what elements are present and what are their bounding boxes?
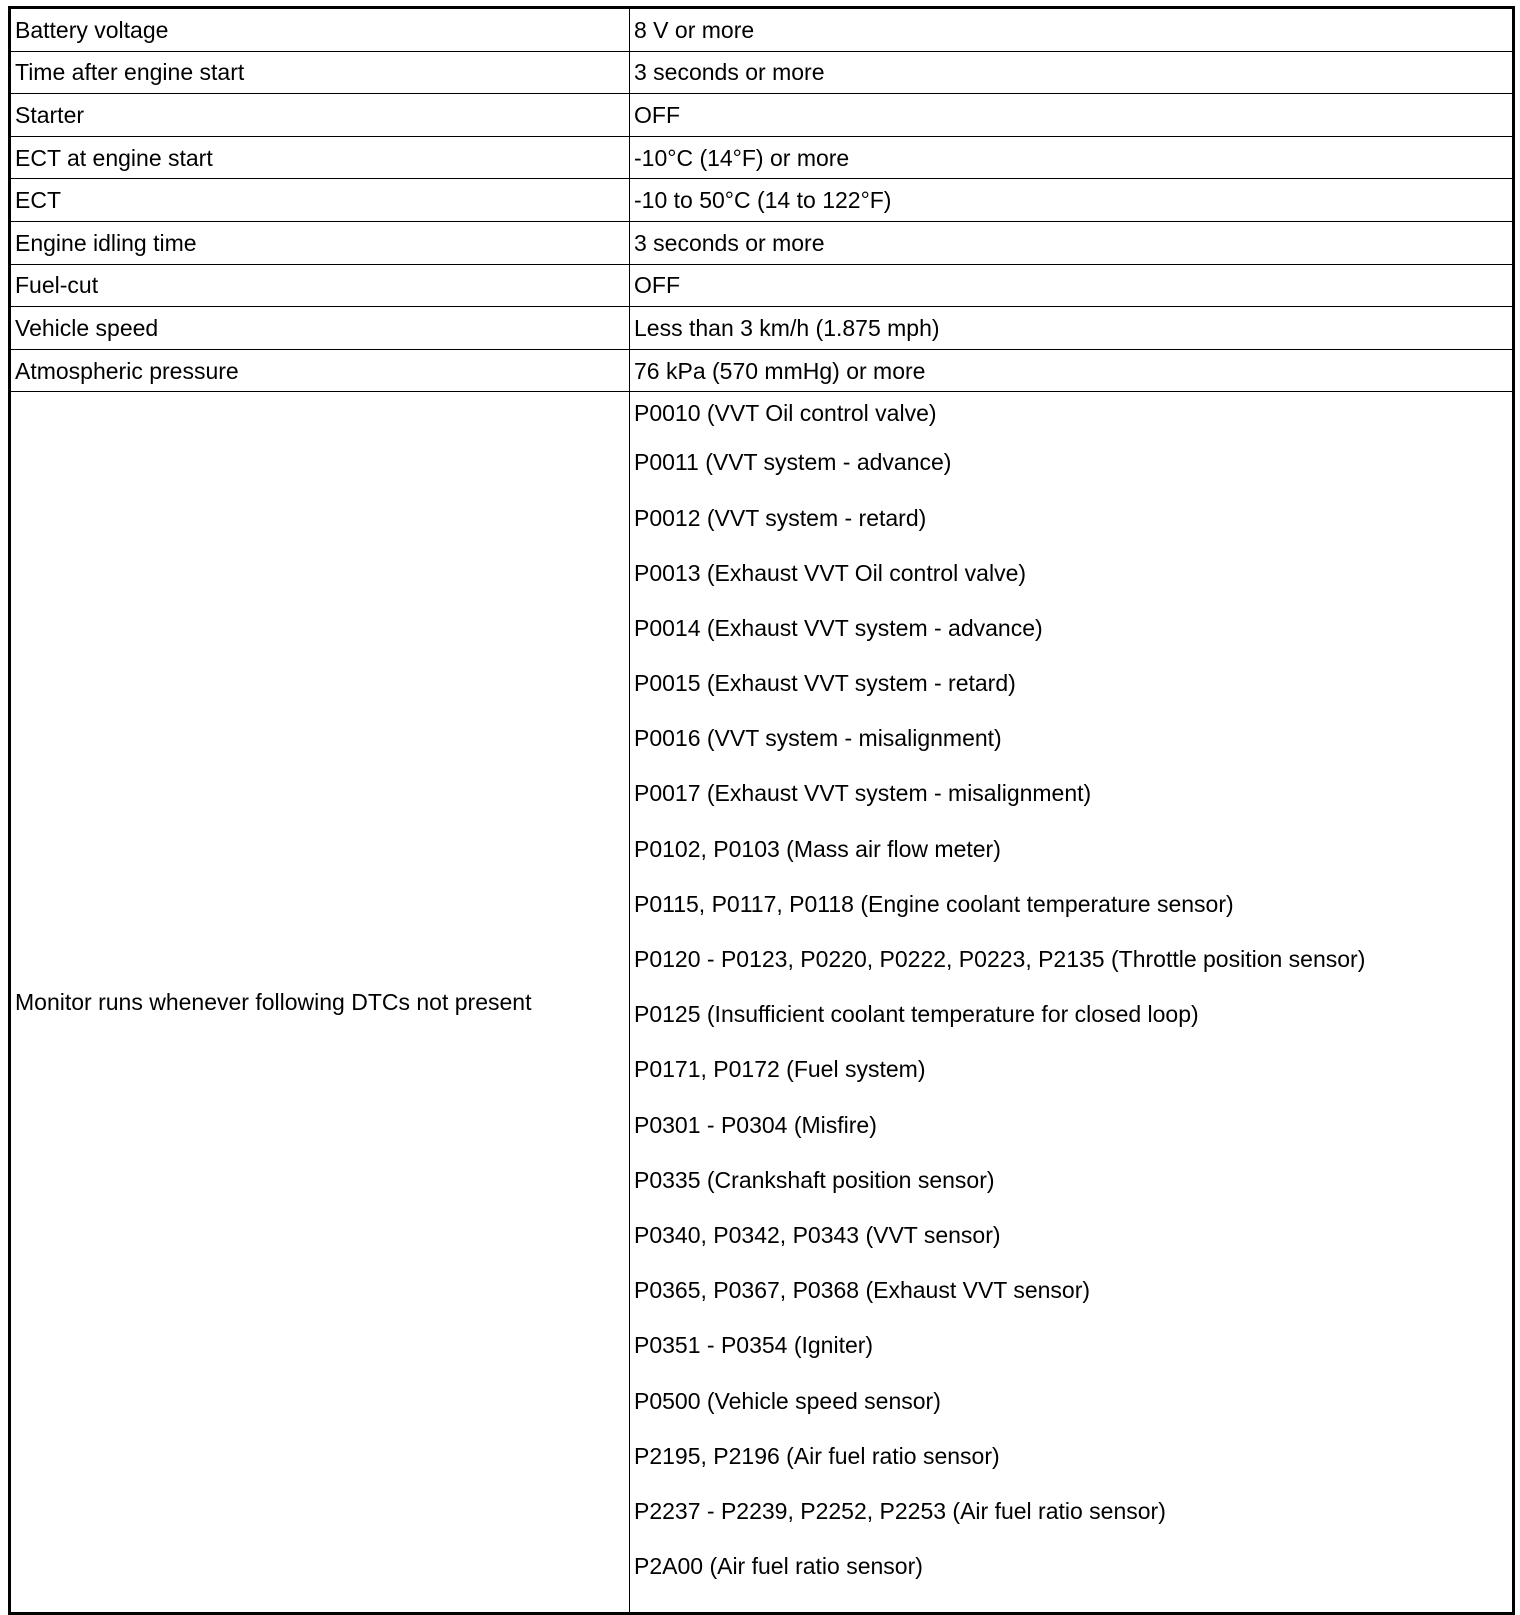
monitor-conditions-table <box>8 6 1515 1615</box>
table-row <box>10 221 1514 264</box>
dtc-item: P0015 (Exhaust VVT system - retard) <box>634 670 1016 697</box>
table-row <box>10 349 1514 392</box>
table-row <box>10 8 1514 52</box>
dtc-item: P0340, P0342, P0343 (VVT sensor) <box>634 1221 1001 1248</box>
dtc-item: P0102, P0103 (Mass air flow meter) <box>634 835 1001 862</box>
table-row <box>10 136 1514 179</box>
value-cell: 76 kPa (570 mmHg) or more <box>630 349 1514 392</box>
dtc-list <box>634 392 1512 1612</box>
dtc-item: P0115, P0117, P0118 (Engine coolant temperature sensor) <box>634 890 1234 917</box>
dtc-item: P0171, P0172 (Fuel system) <box>634 1056 926 1083</box>
value-cell: 8 V or more <box>630 8 1514 52</box>
parameter-cell: ECT <box>10 179 630 222</box>
dtc-item: P0011 (VVT system - advance) <box>634 449 952 476</box>
parameter-cell: Engine idling time <box>10 221 630 264</box>
dtc-item: P0301 - P0304 (Misfire) <box>634 1111 877 1138</box>
dtc-item: P0120 - P0123, P0220, P0222, P0223, P2135 (Throttle position sensor) <box>634 946 1366 973</box>
dtc-item: P0017 (Exhaust VVT system - misalignment) <box>634 780 1092 807</box>
parameter-cell: Starter <box>10 94 630 137</box>
dtc-item: P0335 (Crankshaft position sensor) <box>634 1166 995 1193</box>
dtc-item: P0016 (VVT system - misalignment) <box>634 725 1002 752</box>
value-cell: -10°C (14°F) or more <box>630 136 1514 179</box>
dtc-item: P0125 (Insufficient coolant temperature for closed loop) <box>634 1001 1199 1028</box>
dtc-list-cell <box>630 392 1514 1614</box>
value-cell: Less than 3 km/h (1.875 mph) <box>630 307 1514 350</box>
parameter-cell: ECT at engine start <box>10 136 630 179</box>
dtc-row <box>10 392 1514 1614</box>
dtc-item: P2A00 (Air fuel ratio sensor) <box>634 1553 923 1580</box>
dtc-item: P0365, P0367, P0368 (Exhaust VVT sensor) <box>634 1277 1091 1304</box>
dtc-item: P0500 (Vehicle speed sensor) <box>634 1387 941 1414</box>
dtc-item: P0012 (VVT system - retard) <box>634 504 927 531</box>
value-cell: 3 seconds or more <box>630 221 1514 264</box>
table-row <box>10 307 1514 350</box>
value-cell: 3 seconds or more <box>630 51 1514 94</box>
value-cell: OFF <box>630 94 1514 137</box>
spec-sheet <box>8 6 1512 1586</box>
parameter-cell: Fuel-cut <box>10 264 630 307</box>
table-row <box>10 264 1514 307</box>
parameter-cell: Battery voltage <box>10 8 630 52</box>
table-row <box>10 51 1514 94</box>
parameter-cell: Vehicle speed <box>10 307 630 350</box>
value-cell: OFF <box>630 264 1514 307</box>
table-row <box>10 179 1514 222</box>
dtc-parameter-cell: Monitor runs whenever following DTCs not present <box>10 392 630 1614</box>
parameter-cell: Atmospheric pressure <box>10 349 630 392</box>
dtc-item: P0013 (Exhaust VVT Oil control valve) <box>634 559 1027 586</box>
dtc-item: P2195, P2196 (Air fuel ratio sensor) <box>634 1442 1000 1469</box>
dtc-item: P2237 - P2239, P2252, P2253 (Air fuel ratio sensor) <box>634 1497 1166 1524</box>
dtc-item: P0014 (Exhaust VVT system - advance) <box>634 614 1043 641</box>
parameter-cell: Time after engine start <box>10 51 630 94</box>
dtc-item: P0010 (VVT Oil control valve) <box>634 400 937 427</box>
dtc-item: P0351 - P0354 (Igniter) <box>634 1332 874 1359</box>
table-row <box>10 94 1514 137</box>
value-cell: -10 to 50°C (14 to 122°F) <box>630 179 1514 222</box>
